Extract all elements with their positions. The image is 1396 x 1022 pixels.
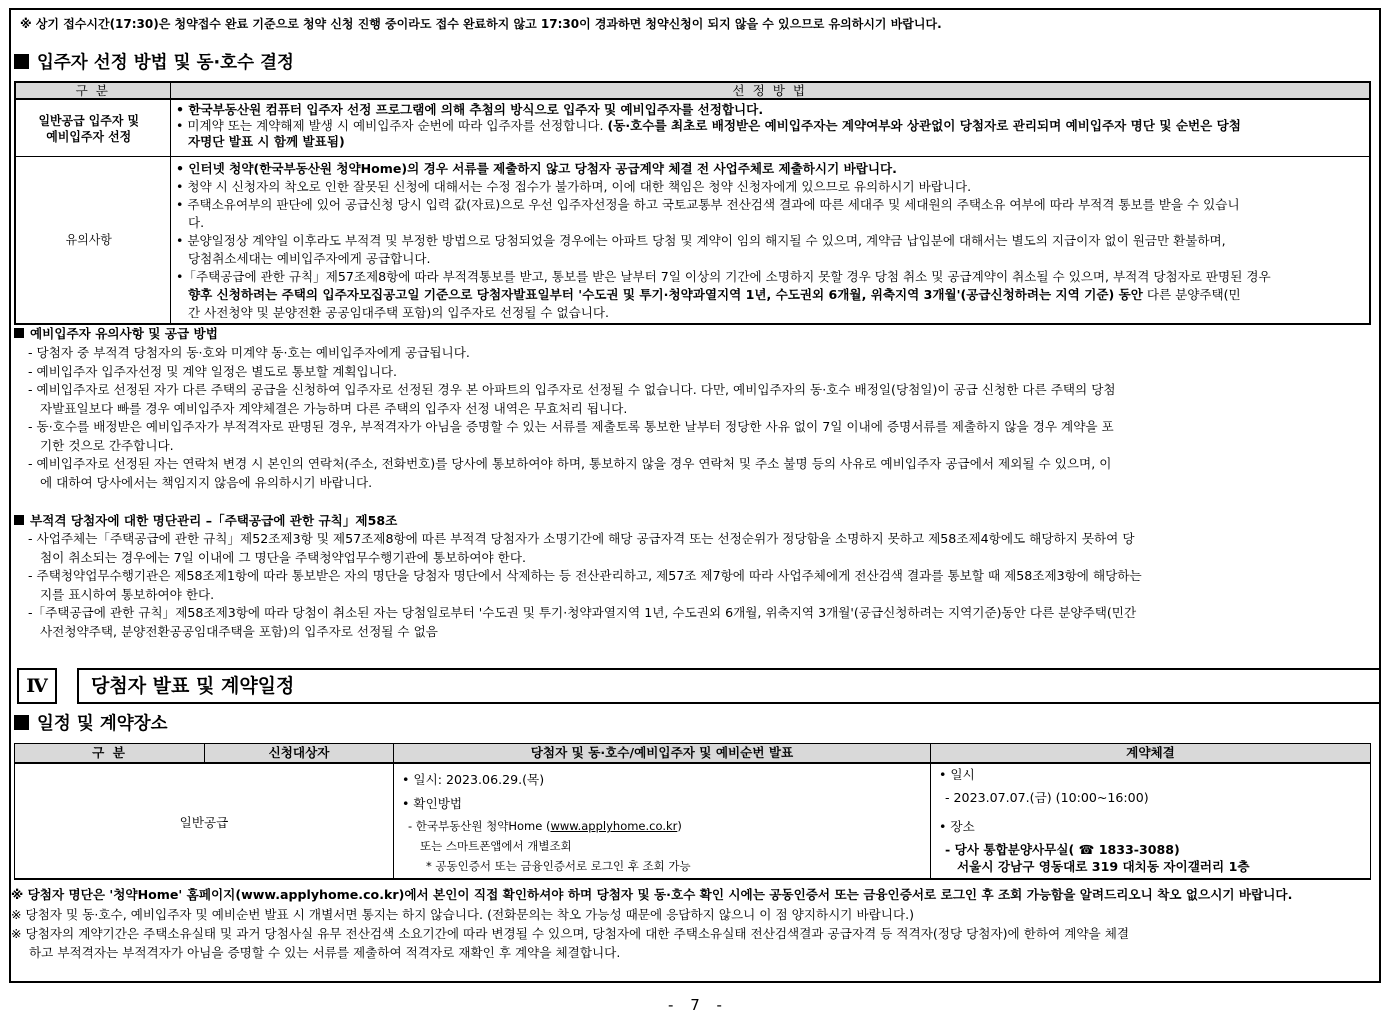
reserve-list <box>28 344 1116 492</box>
row-label-notes: 유의사항 <box>15 157 170 325</box>
row-label-general: 일반공급 입주자 및 예비입주자 선정 <box>15 99 170 157</box>
list-item: - 예비입주자 입주자선정 및 계약 일정은 별도로 통보할 계획입니다. <box>28 363 398 379</box>
square-bullet-icon <box>14 328 24 338</box>
chapter-title: 당첨자 발표 및 계약일정 <box>77 668 1381 704</box>
footnotes <box>11 885 1292 961</box>
footnote-3-cont: 하고 부적격자는 부적격자가 아님을 증명할 수 있는 서류를 제출하여 적격자로 재확인 후 계약을 체결합니다. <box>29 944 621 960</box>
footnote-2: ※ 당첨자 및 동·호수, 예비입주자 및 예비순번 발표 시 개별서면 통지는 하지 않습니다. (전화문의는 착오 가능성 때문에 응답하지 않으니 이 점 양지하시기 바랍니다.) <box>11 906 915 922</box>
selection-table <box>14 81 1371 325</box>
row-method-general: • 한국부동산원 컴퓨터 입주자 선정 프로그램에 의해 추첨의 방식으로 입주자 및 예비입주자를 선정합니다. • 미계약 또는 계약해제 발생 시 예비입주자 순번에 따라 입주자를 선정합니다. (동·호수를 최초로 배정받은 예비입주자는 계약여부와 상관없이 당첨자로 관리되며 예비입주자 명단 및 순번은 당첨 자명단 발표 시 함께 발표됨) <box>170 99 1370 157</box>
list-item: 첨이 취소되는 경우에는 7일 이내에 그 명단을 주택청약업무수행기관에 통보하여야 한다. <box>40 549 527 565</box>
top-notice: ※ 상기 접수시간(17:30)은 청약접수 완료 기준으로 청약 신청 진행 중이라도 접수 완료하지 않고 17:30이 경과하면 청약신청이 되지 않을 수 있으므로 유의하시기 바랍니다. <box>20 17 942 31</box>
footnote-1: ※ 당첨자 명단은 '청약Home' 홈페이지(www.applyhome.co.kr)에서 본인이 직접 확인하셔야 하며 당첨자 및 동·호수 확인 시에는 공동인증서 또는 금융인증서로 로그인 후 조회 가능함을 알려드리오니 착오 없으시기 바랍니다. <box>11 887 1293 902</box>
section-heading-reserve: 예비입주자 유의사항 및 공급 방법 <box>14 326 218 342</box>
footnote-3: ※ 당첨자의 계약기간은 주택소유실태 및 과거 당첨사실 유무 전산검색 소요기간에 따라 변경될 수 있으며, 당첨자에 대한 주택소유실태 전산검색결과 공급자격 등 적격자(정당 당첨자)에 한하여 계약을 체결 <box>11 926 1130 941</box>
list-item: 사전청약주택, 분양전환공공임대주택을 포함)의 입주자로 선정될 수 없음 <box>40 623 438 639</box>
square-bullet-icon <box>14 54 29 69</box>
ineligible-list <box>28 530 1142 641</box>
list-item: - 사업주체는「주택공급에 관한 규칙」제52조제3항 및 제57조제8항에 따른 부적격 당첨자가 소명기간에 해당 공급자격 또는 선정순위가 정당함을 소명하지 못하고 제58조제4항에도 해당하지 못하여 당 <box>28 531 1135 546</box>
col-header-category: 구 분 <box>15 82 170 99</box>
col-header-method: 선 정 방 법 <box>170 82 1370 99</box>
col-header-applicant: 신청대상자 <box>205 744 394 764</box>
row-label-general-supply: 일반공급 <box>15 763 394 879</box>
page-number: - 7 - <box>668 996 728 1014</box>
section-heading-selection: 입주자 선정 방법 및 동·호수 결정 <box>14 52 294 74</box>
square-bullet-icon <box>14 715 29 730</box>
list-item: - 주택청약업무수행기관은 제58조제1항에 따라 통보받은 자의 명단을 당첨자 명단에서 삭제하는 등 전산관리하고, 제57조 제7항에 따라 사업주체에게 전산검색 결과를 통보할 때 제58조제3항에 해당하는 <box>28 568 1142 583</box>
applyhome-link[interactable]: www.applyhome.co.kr <box>550 819 678 833</box>
contract-cell: • 일시 - 2023.07.07.(금) (10:00~16:00) • 장소 - 당사 통합분양사무실( ☎ 1833-3088) 서울시 강남구 영동대로 319 대치동 자이갤러리 1층 <box>931 763 1371 879</box>
list-item: 지를 표시하여 통보하여야 한다. <box>40 586 215 602</box>
col-header-announcement: 당첨자 및 동·호수/예비입주자 및 예비순번 발표 <box>394 744 931 764</box>
list-item: - 동·호수를 배정받은 예비입주자가 부적격자로 판명된 경우, 부적격자가 아님을 증명할 수 있는 서류를 제출토록 통보한 날부터 정당한 사유 없이 7일 이내에 증명서류를 제출하지 않을 경우 계약을 포 <box>28 419 1114 434</box>
list-item: - 예비입주자로 선정된 자가 다른 주택의 공급을 신청하여 입주자로 선정된 경우 본 아파트의 입주자로 선정될 수 없습니다. 다만, 예비입주자의 동·호수 배정일(당첨일)이 공급 신청한 다른 주택의 당첨 <box>28 382 1116 397</box>
section-heading-ineligible: 부적격 당첨자에 대한 명단관리 –「주택공급에 관한 규칙」제58조 <box>14 513 397 529</box>
schedule-table <box>14 743 1371 880</box>
list-item: - 예비입주자로 선정된 자는 연락처 변경 시 본인의 연락처(주소, 전화번호)를 당사에 통보하여야 하며, 통보하지 않을 경우 연락처 및 주소 불명 등의 사유로 예비입주자 공급에서 제외될 수 있으며, 이 <box>28 456 1112 471</box>
list-item: 자발표일보다 빠를 경우 예비입주자 계약체결은 가능하며 다른 주택의 입주자 선정 내역은 무효처리 됩니다. <box>40 400 628 416</box>
section-heading-schedule: 일정 및 계약장소 <box>14 713 168 735</box>
col-header-contract: 계약체결 <box>931 744 1371 764</box>
list-item: - 당첨자 중 부적격 당첨자의 동·호와 미계약 동·호는 예비입주자에게 공급됩니다. <box>28 345 470 360</box>
row-notes: • 인터넷 청약(한국부동산원 청약Home)의 경우 서류를 제출하지 않고 당첨자 공급계약 체결 전 사업주체로 제출하시기 바랍니다. • 청약 시 신청자의 착오로 인한 잘못된 신청에 대해서는 수정 접수가 불가하며, 이에 대한 책임은 청약 신청자에게 있으므로 유의하시기 바랍니다. • 주택소유여부의 판단에 있어 공급신청 당시 입력 값(자료)으로 우선 입주자선정을 하고 국토교통부 전산검색 결과에 따른 세대주 및 세대원의 주택소유 여부에 따라 부적격 통보를 받을 수 있습니 다. • 분양일정상 계약일 이후라도 부적격 및 부정한 방법으로 당첨되었을 경우에는 아파트 당첨 및 계약이 임의 해지될 수 있으며, 계약금 납입분에 대해서는 별도의 지급이자 없이 원금만 환불하며, 당첨취소세대는 예비입주자에게 공급합니다. •「주택공급에 관한 규칙」제57조제8항에 따라 부적격통보를 받고, 통보를 받은 날부터 7일 이상의 기간에 소명하지 못할 경우 당첨 취소 및 공급계약이 취소될 수 있으며, 부적격 당첨자로 판명된 경우 향후 신청하려는 주택의 입주자모집공고일 기준으로 당첨자발표일부터 '수도권 및 투기·청약과열지역 1년, 수도권외 6개월, 위축지역 3개월'(공급신청하려는 지역 기준) 동안 다른 분양주택(민 간 사전청약 및 분양전환 공공임대주택 포함)의 입주자로 선정될 수 없습니다. <box>170 157 1370 325</box>
list-item: 기한 것으로 간주합니다. <box>40 437 174 453</box>
chapter-number: Ⅳ <box>17 668 57 704</box>
col-header-category: 구 분 <box>15 744 205 764</box>
square-bullet-icon <box>14 515 24 525</box>
list-item: 에 대하여 당사에서는 책임지지 않음에 유의하시기 바랍니다. <box>40 474 373 490</box>
announcement-cell: • 일시: 2023.06.29.(목) • 확인방법 - 한국부동산원 청약Home (www.applyhome.co.kr) 또는 스마트폰앱에서 개별조회 * 공동인증서 또는 금융인증서로 로그인 후 조회 가능 <box>394 763 931 879</box>
list-item: -「주택공급에 관한 규칙」제58조제3항에 따라 당첨이 취소된 자는 당첨일로부터 '수도권 및 투기·청약과열지역 1년, 수도권외 6개월, 위축지역 3개월'(공급신청하려는 지역기준)동안 다른 분양주택(민간 <box>28 605 1137 620</box>
